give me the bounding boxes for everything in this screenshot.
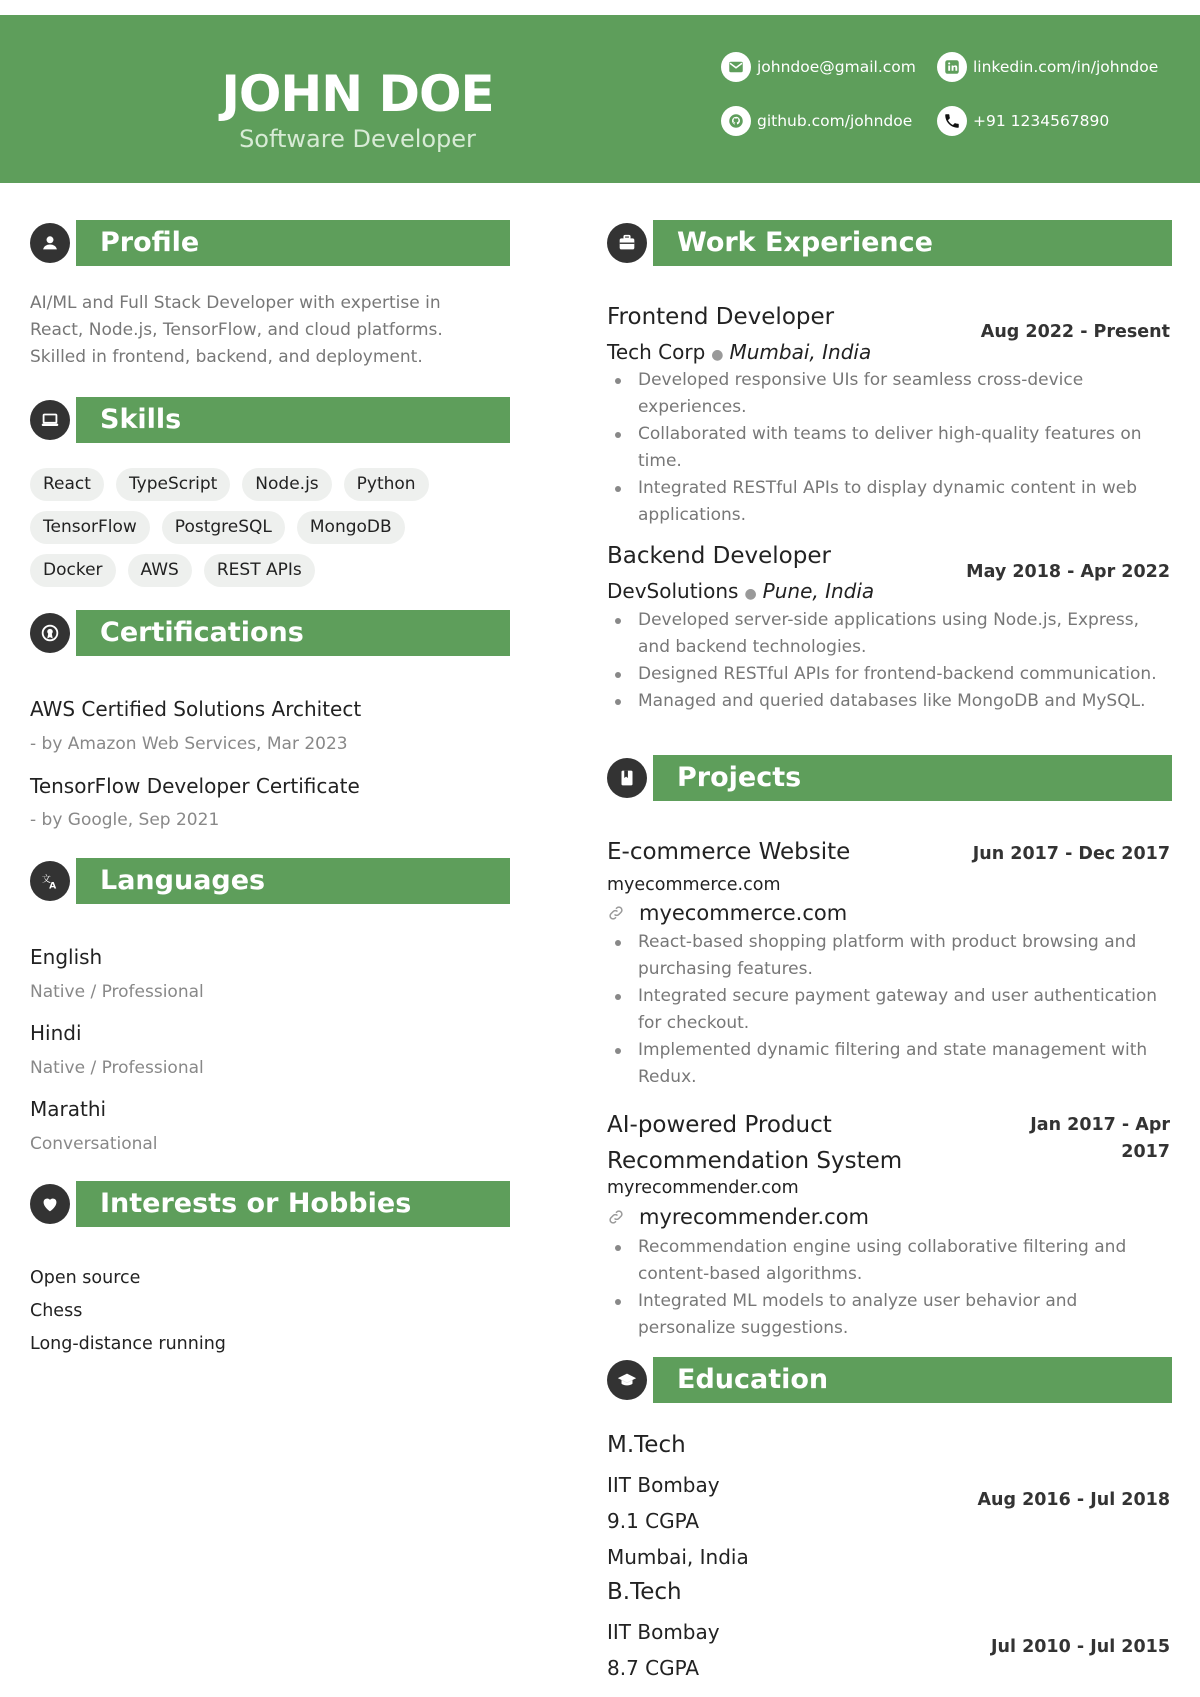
section-title: Skills xyxy=(76,397,510,443)
job-company-line xyxy=(607,579,874,603)
contact-github[interactable] xyxy=(721,106,912,136)
certification-title: TensorFlow Developer Certificate xyxy=(30,774,360,798)
job-title: Frontend Developer xyxy=(607,304,835,330)
job-company-line xyxy=(607,340,871,364)
skill-tag: TypeScript xyxy=(116,468,230,501)
bullet-item: Developed server-side applications using Node.js, Express, and backend technologies. xyxy=(607,607,1172,661)
svg-text:文: 文 xyxy=(41,873,51,885)
section-skills-header xyxy=(30,397,510,445)
candidate-role: Software Developer xyxy=(239,125,476,153)
email-text: johndoe@gmail.com xyxy=(757,58,916,76)
skill-tag: REST APIs xyxy=(204,554,315,587)
laptop-icon xyxy=(30,400,70,440)
job-dates: Aug 2022 - Present xyxy=(980,322,1170,342)
skill-tag: Docker xyxy=(30,554,116,587)
certification-issuer: - by Google, Sep 2021 xyxy=(30,810,220,830)
certification-title: AWS Certified Solutions Architect xyxy=(30,697,362,721)
skill-tag: React xyxy=(30,468,104,501)
link-icon xyxy=(607,904,625,922)
language-name: Marathi xyxy=(30,1097,107,1121)
certification-issuer: - by Amazon Web Services, Mar 2023 xyxy=(30,734,348,754)
phone-text: +91 1234567890 xyxy=(973,112,1110,130)
bullet-item: Integrated ML models to analyze user behavior and personalize suggestions. xyxy=(607,1288,1172,1342)
section-languages-header xyxy=(30,858,510,906)
separator-dot: ● xyxy=(711,347,724,363)
language-name: Hindi xyxy=(30,1021,82,1045)
contact-email[interactable] xyxy=(721,52,916,82)
skill-tag: Python xyxy=(344,468,429,501)
company-name: DevSolutions xyxy=(607,579,739,603)
bullet-item: Developed responsive UIs for seamless cross-device experiences. xyxy=(607,367,1172,421)
bullet-item: Integrated RESTful APIs to display dynamic content in web applications. xyxy=(607,475,1172,529)
bullet-item: Recommendation engine using collaborative filtering and content-based algorithms. xyxy=(607,1234,1172,1288)
separator-dot: ● xyxy=(744,586,757,602)
section-title: Projects xyxy=(653,755,1172,801)
phone-icon xyxy=(937,106,967,136)
job-dates: May 2018 - Apr 2022 xyxy=(966,562,1170,582)
project-bullets xyxy=(607,1234,1172,1342)
section-certifications-header xyxy=(30,610,510,658)
section-title: Languages xyxy=(76,858,510,904)
job-location: Mumbai, India xyxy=(729,340,872,364)
hobby-item: Chess xyxy=(30,1301,83,1321)
project-subtitle: myecommerce.com xyxy=(607,875,781,895)
project-dates: Jan 2017 - Apr 2017 xyxy=(1030,1115,1170,1162)
linkedin-text: linkedin.com/in/johndoe xyxy=(973,58,1159,76)
project-dates: Jun 2017 - Dec 2017 xyxy=(972,844,1170,864)
bullet-item: Designed RESTful APIs for frontend-backend communication. xyxy=(607,661,1172,688)
project-link-text: myrecommender.com xyxy=(639,1205,869,1229)
project-link[interactable] xyxy=(607,1205,869,1229)
user-icon xyxy=(30,223,70,263)
skill-tag: Node.js xyxy=(242,468,331,501)
skill-tag: PostgreSQL xyxy=(162,511,285,544)
job-location: Pune, India xyxy=(762,579,875,603)
language-level: Conversational xyxy=(30,1134,158,1154)
section-title: Work Experience xyxy=(653,220,1172,266)
svg-text:A: A xyxy=(49,880,57,892)
skill-tag: MongoDB xyxy=(297,511,405,544)
project-link[interactable] xyxy=(607,901,847,925)
education-dates: Jul 2010 - Jul 2015 xyxy=(991,1637,1170,1657)
link-icon xyxy=(607,1208,625,1226)
certificate-icon xyxy=(30,613,70,653)
education-grade: 9.1 CGPA xyxy=(607,1509,700,1533)
section-profile-header xyxy=(30,220,510,268)
section-title: Profile xyxy=(76,220,510,266)
job-title: Backend Developer xyxy=(607,543,831,569)
hobby-item: Open source xyxy=(30,1268,141,1288)
education-grade: 8.7 CGPA xyxy=(607,1656,700,1680)
project-title: E-commerce Website xyxy=(607,839,851,865)
section-projects-header xyxy=(607,755,1172,803)
project-bullets xyxy=(607,929,1172,1091)
resume-header xyxy=(0,15,1200,183)
bullet-item: Collaborated with teams to deliver high-quality features on time. xyxy=(607,421,1172,475)
education-location: Mumbai, India xyxy=(607,1545,749,1569)
education-school: IIT Bombay xyxy=(607,1473,720,1497)
envelope-icon xyxy=(721,52,751,82)
section-education-header xyxy=(607,1357,1172,1405)
section-title: Education xyxy=(653,1357,1172,1403)
language-name: English xyxy=(30,945,103,969)
language-level: Native / Professional xyxy=(30,982,204,1002)
education-degree: M.Tech xyxy=(607,1432,686,1458)
project-link-text: myecommerce.com xyxy=(639,901,848,925)
project-title: AI-powered Product Recommendation System xyxy=(607,1112,903,1174)
briefcase-icon xyxy=(607,223,647,263)
section-title: Certifications xyxy=(76,610,510,656)
graduation-cap-icon xyxy=(607,1360,647,1400)
hobby-item: Long-distance running xyxy=(30,1334,226,1354)
bullet-item: Managed and queried databases like MongoDB and MySQL. xyxy=(607,688,1172,715)
education-dates: Aug 2016 - Jul 2018 xyxy=(977,1490,1170,1510)
bullet-item: Implemented dynamic filtering and state management with Redux. xyxy=(607,1037,1172,1091)
education-school: IIT Bombay xyxy=(607,1620,720,1644)
github-icon xyxy=(721,106,751,136)
bullet-item: React-based shopping platform with product browsing and purchasing features. xyxy=(607,929,1172,983)
translate-icon xyxy=(30,861,70,901)
contact-phone[interactable] xyxy=(937,106,1109,136)
job-bullets xyxy=(607,367,1172,529)
education-degree: B.Tech xyxy=(607,1579,682,1605)
profile-summary: AI/ML and Full Stack Developer with expertise in React, Node.js, TensorFlow, and cloud platforms. Skilled in frontend, backend, and deployment. xyxy=(30,293,443,367)
project-subtitle: myrecommender.com xyxy=(607,1178,799,1198)
language-level: Native / Professional xyxy=(30,1058,204,1078)
job-bullets xyxy=(607,607,1172,715)
heart-icon xyxy=(30,1184,70,1224)
section-title: Interests or Hobbies xyxy=(76,1181,510,1227)
section-work-header xyxy=(607,220,1172,268)
skill-tag: TensorFlow xyxy=(30,511,150,544)
skill-tag: AWS xyxy=(128,554,192,587)
section-interests-header xyxy=(30,1181,510,1229)
bullet-item: Integrated secure payment gateway and user authentication for checkout. xyxy=(607,983,1172,1037)
contact-linkedin[interactable] xyxy=(937,52,1158,82)
github-text: github.com/johndoe xyxy=(757,112,913,130)
bookmark-icon xyxy=(607,758,647,798)
linkedin-icon xyxy=(937,52,967,82)
company-name: Tech Corp xyxy=(607,340,706,364)
candidate-name: JOHN DOE xyxy=(221,65,494,123)
skills-list xyxy=(30,468,480,587)
